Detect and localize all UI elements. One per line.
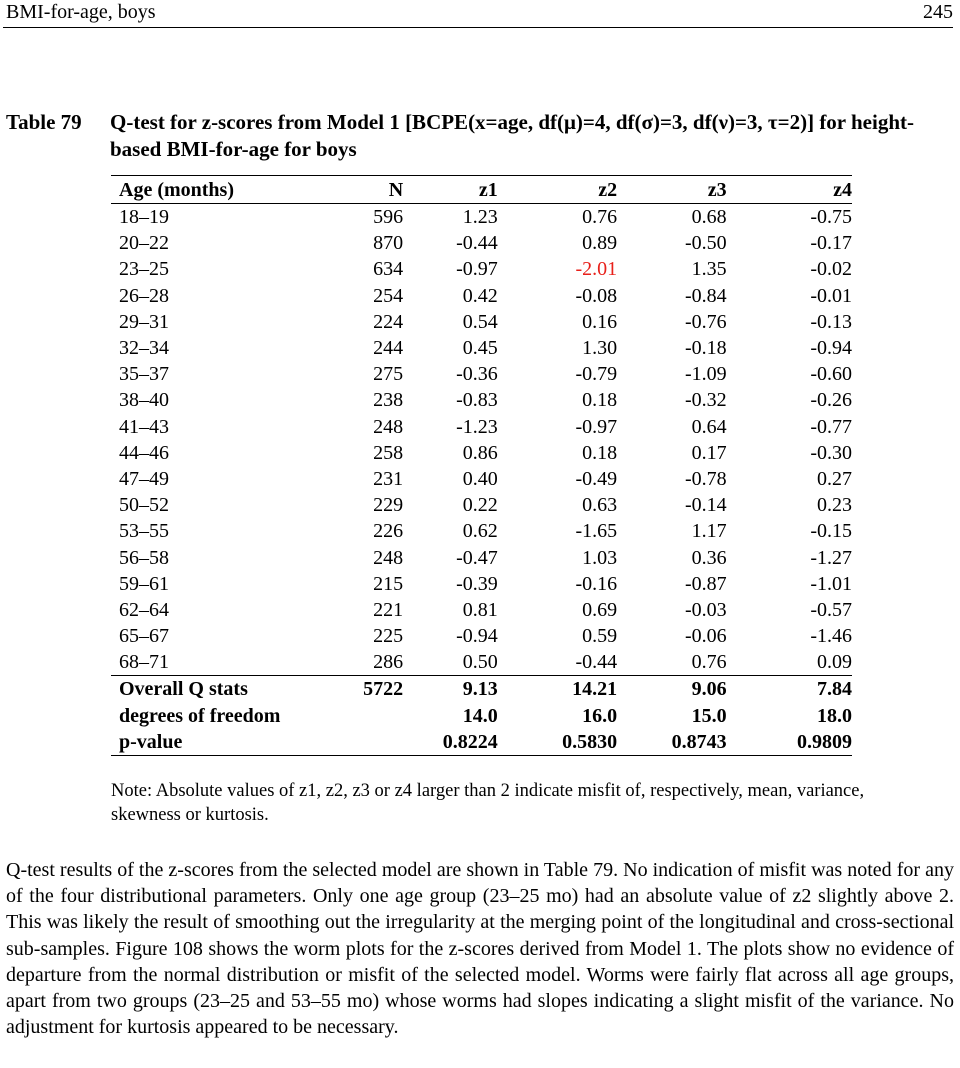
cell-z3: 0.8743 bbox=[617, 729, 726, 756]
cell-age: 65–67 bbox=[119, 625, 169, 648]
cell-z1: 1.23 bbox=[462, 206, 498, 229]
cell-n: 248 bbox=[373, 415, 404, 438]
cell-age: 29–31 bbox=[119, 310, 169, 333]
cell-z1: 0.40 bbox=[462, 467, 498, 490]
cell-z2: 0.69 bbox=[582, 598, 618, 621]
summary-row bbox=[111, 676, 852, 703]
cell-z1: -0.94 bbox=[456, 625, 498, 648]
col-header-age: Age (months) bbox=[111, 176, 333, 204]
col-header-n: N bbox=[333, 176, 403, 204]
cell-age: 68–71 bbox=[119, 651, 169, 674]
cell-z4: 0.27 bbox=[817, 467, 852, 490]
cell-z2: 0.18 bbox=[582, 441, 618, 464]
cell-age: 50–52 bbox=[119, 494, 169, 517]
body-paragraph: Q-test results of the z-scores from the selected model are shown in Table 79. No indication of misfit was noted for any of the four distributional parameters. Only one age group (23–25 mo) had an absolute value of z2 slightly above 2. This was likely the result of smoothing out the irregularity at the merging point of the longitudinal and cross-sectional sub-samples. Figure 108 shows the worm plots for the z-scores derived from Model 1. The plots show no evidence of departure from the normal distribution or misfit of the selected model. Worms were fairly flat across all age groups, apart from two groups (23–25 and 53–55 mo) whose worms had slopes indicating a slight misfit of the variance. No adjustment for kurtosis appeared to be necessary. bbox=[6, 859, 954, 1039]
cell-z4: 0.09 bbox=[817, 651, 852, 674]
cell-z2: -0.97 bbox=[575, 415, 618, 438]
summary-row bbox=[111, 729, 852, 756]
cell-age: Overall Q stats bbox=[111, 676, 333, 703]
cell-n bbox=[333, 729, 403, 756]
cell-z2: 0.16 bbox=[582, 310, 618, 333]
cell-z2: 0.5830 bbox=[498, 729, 617, 756]
cell-z4: -0.15 bbox=[810, 520, 852, 543]
table-row bbox=[111, 361, 852, 387]
cell-n: 238 bbox=[373, 389, 404, 412]
cell-n: 870 bbox=[373, 232, 404, 255]
cell-z4: -1.27 bbox=[810, 546, 852, 569]
cell-n: 231 bbox=[373, 467, 404, 490]
cell-z2: -2.01 bbox=[575, 258, 618, 281]
table-body bbox=[111, 204, 852, 756]
cell-z2: 16.0 bbox=[582, 704, 618, 727]
cell-z4: -0.13 bbox=[810, 310, 852, 333]
cell-n: 286 bbox=[373, 651, 404, 674]
cell-n: 229 bbox=[373, 494, 404, 517]
cell-z3: 1.17 bbox=[691, 520, 727, 543]
cell-z3: -0.18 bbox=[684, 337, 727, 360]
cell-z2: 1.03 bbox=[582, 546, 618, 569]
cell-z4: -0.77 bbox=[810, 415, 852, 438]
table-row bbox=[111, 335, 852, 361]
cell-age: 38–40 bbox=[119, 389, 169, 412]
cell-z2: -0.16 bbox=[575, 572, 618, 595]
cell-z3: 1.35 bbox=[691, 258, 727, 281]
cell-z4: -0.26 bbox=[810, 389, 852, 412]
cell-age: 59–61 bbox=[119, 572, 169, 595]
table-note: Note: Absolute values of z1, z2, z3 or z4 larger than 2 indicate misfit of, respectively, mean, variance, skewness or kurtosis. bbox=[111, 781, 865, 825]
cell-z2: 0.63 bbox=[582, 494, 618, 517]
cell-age: 44–46 bbox=[119, 441, 169, 464]
cell-z3: 0.68 bbox=[691, 206, 727, 229]
cell-z3: 0.17 bbox=[691, 441, 727, 464]
cell-age: 56–58 bbox=[119, 546, 169, 569]
cell-z3: -0.87 bbox=[684, 572, 727, 595]
cell-z2: 0.76 bbox=[582, 206, 618, 229]
cell-n: 596 bbox=[373, 206, 404, 229]
cell-z4: -0.60 bbox=[810, 363, 852, 386]
cell-z1: -0.44 bbox=[456, 232, 498, 255]
cell-z2: -0.08 bbox=[575, 284, 618, 307]
table-row bbox=[111, 492, 852, 518]
cell-age: 26–28 bbox=[119, 284, 169, 307]
summary-row bbox=[111, 703, 852, 729]
cell-z3: -0.78 bbox=[684, 467, 727, 490]
table-row bbox=[111, 544, 852, 570]
cell-z1: 0.81 bbox=[462, 598, 498, 621]
cell-z4: -1.01 bbox=[810, 572, 852, 595]
cell-z3: -0.76 bbox=[684, 310, 727, 333]
cell-z4: 18.0 bbox=[817, 704, 852, 727]
cell-n: 244 bbox=[373, 337, 404, 360]
cell-z3: 9.06 bbox=[617, 676, 726, 703]
cell-z3: -0.84 bbox=[684, 284, 727, 307]
cell-z4: -0.57 bbox=[810, 598, 852, 621]
cell-z4: 7.84 bbox=[727, 676, 852, 703]
cell-z2: -0.79 bbox=[575, 363, 618, 386]
cell-n: 5722 bbox=[333, 676, 403, 703]
cell-z1: -0.47 bbox=[456, 546, 498, 569]
page-header bbox=[3, 0, 953, 28]
cell-n: 221 bbox=[373, 598, 404, 621]
cell-n: 226 bbox=[373, 520, 404, 543]
cell-age: 18–19 bbox=[119, 206, 169, 229]
cell-z3: -0.14 bbox=[684, 494, 727, 517]
table-title: Q-test for z-scores from Model 1 [BCPE(x=age, df(μ)=4, df(σ)=3, df(ν)=3, τ=2)] for height-based BMI-for-age for boys bbox=[110, 110, 914, 161]
cell-z3: -0.32 bbox=[684, 389, 727, 412]
cell-z2: 14.21 bbox=[498, 676, 617, 703]
cell-z4: 0.23 bbox=[817, 494, 852, 517]
cell-age: 23–25 bbox=[119, 258, 169, 281]
cell-z4: -0.94 bbox=[810, 337, 852, 360]
cell-z2: -0.44 bbox=[575, 651, 618, 674]
cell-z1: -0.97 bbox=[456, 258, 498, 281]
table-row bbox=[111, 518, 852, 544]
cell-z1: 0.86 bbox=[462, 441, 498, 464]
cell-z4: -0.30 bbox=[810, 441, 852, 464]
table-row bbox=[111, 623, 852, 649]
table-row bbox=[111, 414, 852, 440]
cell-z4: -0.01 bbox=[810, 284, 852, 307]
cell-n: 254 bbox=[373, 284, 404, 307]
col-header-z2: z2 bbox=[498, 176, 617, 204]
table-row bbox=[111, 283, 852, 309]
cell-z3: -0.06 bbox=[684, 625, 727, 648]
cell-age: 32–34 bbox=[119, 337, 169, 360]
table-row bbox=[111, 466, 852, 492]
cell-age: 20–22 bbox=[119, 232, 169, 255]
page-number: 245 bbox=[923, 1, 953, 23]
cell-z2: 0.59 bbox=[582, 625, 618, 648]
cell-z3: 0.64 bbox=[691, 415, 727, 438]
cell-z1: 14.0 bbox=[462, 704, 498, 727]
cell-age: degrees of freedom bbox=[119, 704, 281, 727]
table-number: Table 79 bbox=[6, 110, 82, 134]
cell-z1: -0.36 bbox=[456, 363, 498, 386]
cell-z3: 0.76 bbox=[691, 651, 727, 674]
cell-z4: -0.02 bbox=[810, 258, 852, 281]
cell-age: 53–55 bbox=[119, 520, 169, 543]
table-row bbox=[111, 256, 852, 282]
cell-z4: -0.75 bbox=[810, 206, 852, 229]
cell-z1: -1.23 bbox=[456, 415, 498, 438]
table-row bbox=[111, 387, 852, 413]
cell-z3: -0.50 bbox=[684, 232, 727, 255]
cell-z1: 0.54 bbox=[462, 310, 498, 333]
cell-z3: 0.36 bbox=[691, 546, 727, 569]
cell-age: p-value bbox=[111, 729, 333, 756]
cell-z1: 0.62 bbox=[462, 520, 498, 543]
col-header-z4: z4 bbox=[727, 176, 852, 204]
cell-z4: -0.17 bbox=[810, 232, 852, 255]
cell-z1: 0.22 bbox=[462, 494, 498, 517]
table-row bbox=[111, 649, 852, 676]
cell-z1: -0.83 bbox=[456, 389, 498, 412]
cell-z1: 0.45 bbox=[462, 337, 498, 360]
table-header-row bbox=[111, 176, 852, 204]
table-row bbox=[111, 230, 852, 256]
cell-z3: -0.03 bbox=[684, 598, 727, 621]
cell-z1: 9.13 bbox=[403, 676, 498, 703]
table-row bbox=[111, 309, 852, 335]
cell-z3: -1.09 bbox=[684, 363, 727, 386]
cell-z1: 0.50 bbox=[462, 651, 498, 674]
cell-n: 275 bbox=[373, 363, 404, 386]
cell-n: 224 bbox=[373, 310, 404, 333]
table-row bbox=[111, 597, 852, 623]
cell-z1: -0.39 bbox=[456, 572, 498, 595]
table-row bbox=[111, 204, 852, 231]
cell-age: 41–43 bbox=[119, 415, 169, 438]
cell-age: 47–49 bbox=[119, 467, 169, 490]
cell-n: 215 bbox=[373, 572, 404, 595]
cell-z1: 0.8224 bbox=[403, 729, 498, 756]
cell-n: 258 bbox=[373, 441, 404, 464]
col-header-z3: z3 bbox=[617, 176, 726, 204]
cell-n: 225 bbox=[373, 625, 404, 648]
cell-n: 634 bbox=[373, 258, 404, 281]
cell-z2: 0.18 bbox=[582, 389, 618, 412]
cell-z2: -1.65 bbox=[575, 520, 618, 543]
q-test-table bbox=[111, 175, 852, 756]
cell-z2: -0.49 bbox=[575, 467, 618, 490]
cell-age: 35–37 bbox=[119, 363, 169, 386]
cell-z1: 0.42 bbox=[462, 284, 498, 307]
cell-z4: -1.46 bbox=[810, 625, 852, 648]
table-row bbox=[111, 440, 852, 466]
cell-z3: 15.0 bbox=[691, 704, 727, 727]
cell-age: 62–64 bbox=[119, 598, 169, 621]
cell-n: 248 bbox=[373, 546, 404, 569]
cell-n bbox=[333, 703, 403, 729]
table-row bbox=[111, 571, 852, 597]
cell-z4: 0.9809 bbox=[727, 729, 852, 756]
cell-z2: 0.89 bbox=[582, 232, 618, 255]
running-title: BMI-for-age, boys bbox=[6, 1, 156, 23]
col-header-z1: z1 bbox=[403, 176, 498, 204]
cell-z2: 1.30 bbox=[582, 337, 618, 360]
